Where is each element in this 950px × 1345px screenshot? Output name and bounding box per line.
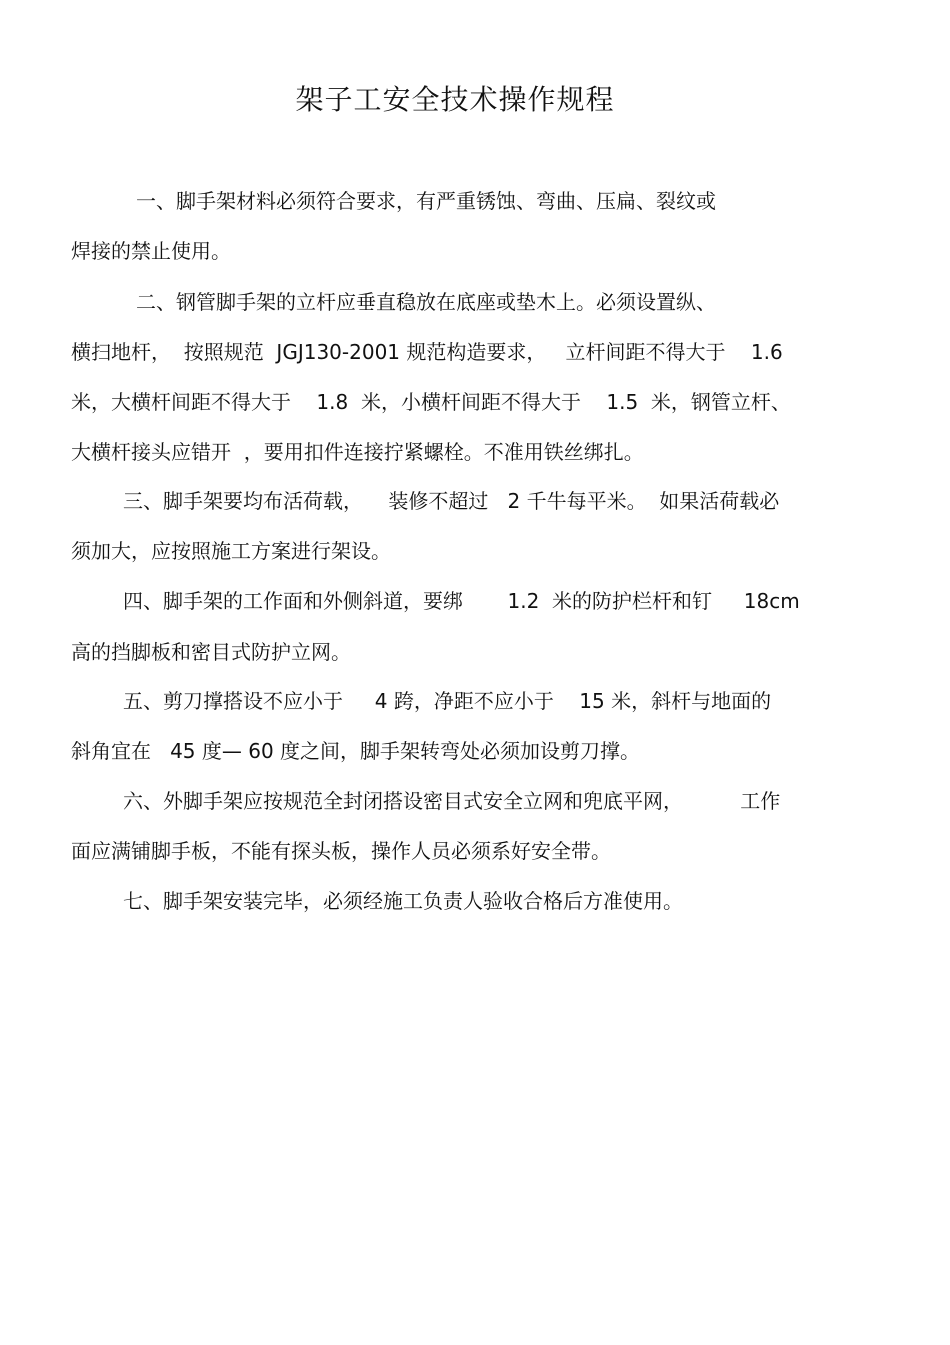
- paragraph-6-line-2: 面应满铺脚手板，不能有探头板，操作人员必须系好安全带。: [71, 839, 611, 863]
- paragraph-3-line-2: 须加大，应按照施工方案进行架设。: [71, 539, 391, 563]
- paragraph-4-line-1: 四、脚手架的工作面和外侧斜道，要绑 1.2 米的防护栏杆和钉 18cm: [123, 589, 800, 613]
- paragraph-4-line-2: 高的挡脚板和密目式防护立网。: [71, 640, 351, 664]
- paragraph-7-line-1: 七、脚手架安装完毕，必须经施工负责人验收合格后方准使用。: [123, 889, 683, 913]
- paragraph-5-line-2: 斜角宜在 45 度— 60 度之间，脚手架转弯处必须加设剪刀撑。: [71, 739, 641, 763]
- paragraph-3-line-1: 三、脚手架要均布活荷载， 装修不超过 2 千牛每平米。 如果活荷载必: [123, 489, 780, 513]
- paragraph-2-line-3: 米，大横杆间距不得大于 1.8 米，小横杆间距不得大于 1.5 米，钢管立杆、: [71, 390, 791, 414]
- document-title: 架子工安全技术操作规程: [295, 83, 615, 116]
- paragraph-6-line-1: 六、外脚手架应按规范全封闭搭设密目式安全立网和兜底平网， 工作: [123, 789, 781, 813]
- paragraph-2-line-4: 大横杆接头应错开 ，要用扣件连接拧紧螺栓。不准用铁丝绑扎。: [71, 440, 644, 464]
- paragraph-1-line-1: 一、脚手架材料必须符合要求，有严重锈蚀、弯曲、压扁、裂纹或: [136, 189, 716, 213]
- paragraph-1-line-2: 焊接的禁止使用。: [71, 239, 231, 263]
- paragraph-2-line-1: 二、钢管脚手架的立杆应垂直稳放在底座或垫木上。必须设置纵、: [136, 290, 716, 314]
- paragraph-5-line-1: 五、剪刀撑搭设不应小于 4 跨，净距不应小于 15 米，斜杆与地面的: [123, 689, 772, 713]
- paragraph-2-line-2: 横扫地杆， 按照规范 JGJ130-2001 规范构造要求， 立杆间距不得大于 1.6: [71, 340, 783, 364]
